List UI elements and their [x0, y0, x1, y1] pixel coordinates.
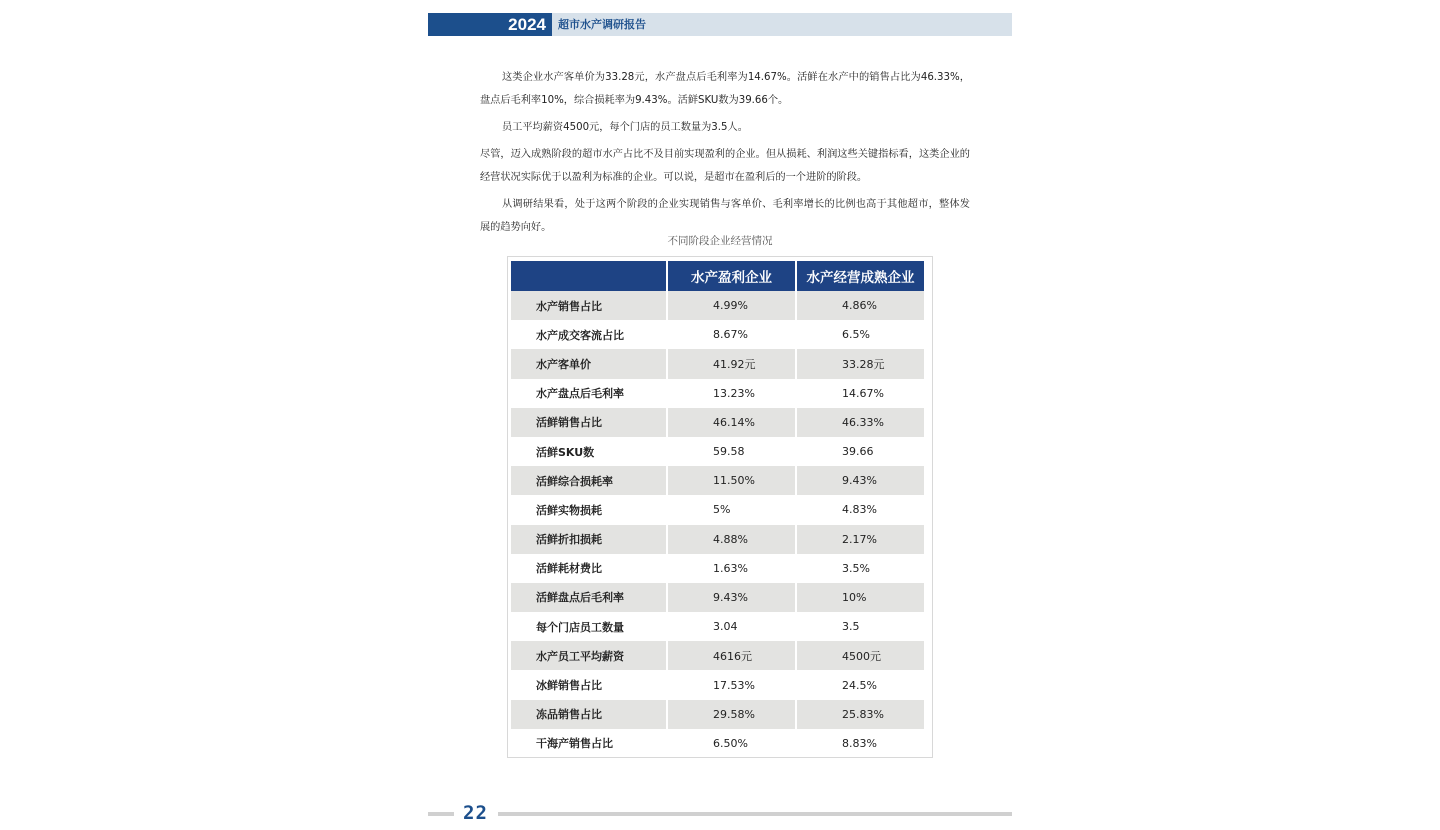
table-body	[511, 291, 924, 758]
profitable-value: 4.99%	[668, 291, 795, 320]
header-title: 超市水产调研报告	[558, 18, 646, 31]
paragraph: 这类企业水产客单价为33.28元，水产盘点后毛利率为14.67%。活鲜在水产中的销售占比为46.33%，盘点后毛利率10%，综合损耗率为9.43%。活鲜SKU数为39.66个。	[480, 72, 970, 106]
table-row	[511, 408, 924, 437]
profitable-value: 1.63%	[713, 561, 748, 575]
row-label: 每个门店员工数量	[536, 620, 624, 634]
row-label: 活鲜耗材费比	[536, 562, 602, 576]
profitable-value: 4.88%	[668, 525, 795, 554]
profitable-value: 4616元	[668, 641, 795, 670]
row-label: 水产客单价	[511, 349, 666, 378]
row-label: 水产成交客流占比	[536, 328, 624, 342]
mature-value: 4500元	[797, 641, 924, 670]
profitable-value: 6.50%	[713, 736, 748, 750]
footer-rule-left	[428, 812, 454, 816]
mature-value: 33.28元	[797, 349, 924, 378]
paragraph: 从调研结果看，处于这两个阶段的企业实现销售与客单价、毛利率增长的比例也高于其他超市，整体发展的趋势向好。	[480, 199, 970, 233]
row-label: 干海产销售占比	[536, 737, 613, 751]
row-label: 活鲜销售占比	[511, 408, 666, 437]
profitable-value: 13.23%	[713, 386, 755, 400]
table-row	[511, 525, 924, 554]
profitable-value: 11.50%	[668, 466, 795, 495]
profitable-value: 5%	[713, 503, 731, 517]
mature-value: 3.5%	[842, 561, 870, 575]
table-row	[511, 437, 924, 466]
profitable-value: 9.43%	[668, 583, 795, 612]
profitable-value: 59.58	[713, 445, 745, 459]
table-row	[511, 729, 924, 758]
row-label: 活鲜折扣损耗	[511, 525, 666, 554]
header-year: 2024	[428, 13, 552, 36]
table-header-row	[511, 261, 924, 291]
table-row	[511, 349, 924, 378]
table-row	[511, 670, 924, 699]
row-label: 活鲜盘点后毛利率	[511, 583, 666, 612]
mature-value: 4.83%	[842, 503, 877, 517]
paragraph: 员工平均薪资4500元，每个门店的员工数量为3.5人。	[502, 122, 748, 133]
table-caption: 不同阶段企业经营情况	[667, 235, 773, 247]
row-label: 活鲜实物损耗	[536, 503, 602, 517]
mature-value: 3.5	[842, 620, 860, 634]
table-row	[511, 641, 924, 670]
profitable-value: 8.67%	[713, 328, 748, 342]
body-text	[480, 66, 970, 243]
table-row	[511, 379, 924, 408]
header-cell-profitable: 水产盈利企业	[668, 261, 795, 291]
table-row	[511, 320, 924, 349]
table-row	[511, 583, 924, 612]
table-row	[511, 466, 924, 495]
header-cell-blank	[511, 261, 666, 291]
table-row	[511, 554, 924, 583]
mature-value: 8.83%	[842, 736, 877, 750]
mature-value: 9.43%	[797, 466, 924, 495]
row-label: 水产员工平均薪资	[511, 641, 666, 670]
operations-table	[509, 261, 926, 758]
mature-value: 25.83%	[797, 700, 924, 729]
table-row	[511, 495, 924, 524]
row-label: 水产销售占比	[511, 291, 666, 320]
mature-value: 2.17%	[797, 525, 924, 554]
page-number: 22	[463, 802, 488, 824]
mature-value: 24.5%	[842, 678, 877, 692]
profitable-value: 41.92元	[668, 349, 795, 378]
profitable-value: 17.53%	[713, 678, 755, 692]
profitable-value: 3.04	[713, 620, 738, 634]
row-label: 冰鲜销售占比	[536, 679, 602, 693]
header-cell-mature: 水产经营成熟企业	[797, 261, 924, 291]
table-row	[511, 612, 924, 641]
profitable-value: 46.14%	[668, 408, 795, 437]
row-label: 活鲜SKU数	[536, 445, 595, 459]
mature-value: 6.5%	[842, 328, 870, 342]
mature-value: 46.33%	[797, 408, 924, 437]
mature-value: 39.66	[842, 445, 874, 459]
mature-value: 4.86%	[797, 291, 924, 320]
row-label: 冻品销售占比	[511, 700, 666, 729]
footer-rule-right	[498, 812, 1012, 816]
row-label: 活鲜综合损耗率	[511, 466, 666, 495]
table-row	[511, 700, 924, 729]
mature-value: 14.67%	[842, 386, 884, 400]
paragraph: 尽管，迈入成熟阶段的超市水产占比不及目前实现盈利的企业。但从损耗、利润这些关键指标看，这类企业的经营状况实际优于以盈利为标准的企业。可以说，是超市在盈利后的一个进阶的阶段。	[480, 149, 970, 183]
table-row	[511, 291, 924, 320]
mature-value: 10%	[797, 583, 924, 612]
row-label: 水产盘点后毛利率	[536, 387, 624, 401]
profitable-value: 29.58%	[668, 700, 795, 729]
